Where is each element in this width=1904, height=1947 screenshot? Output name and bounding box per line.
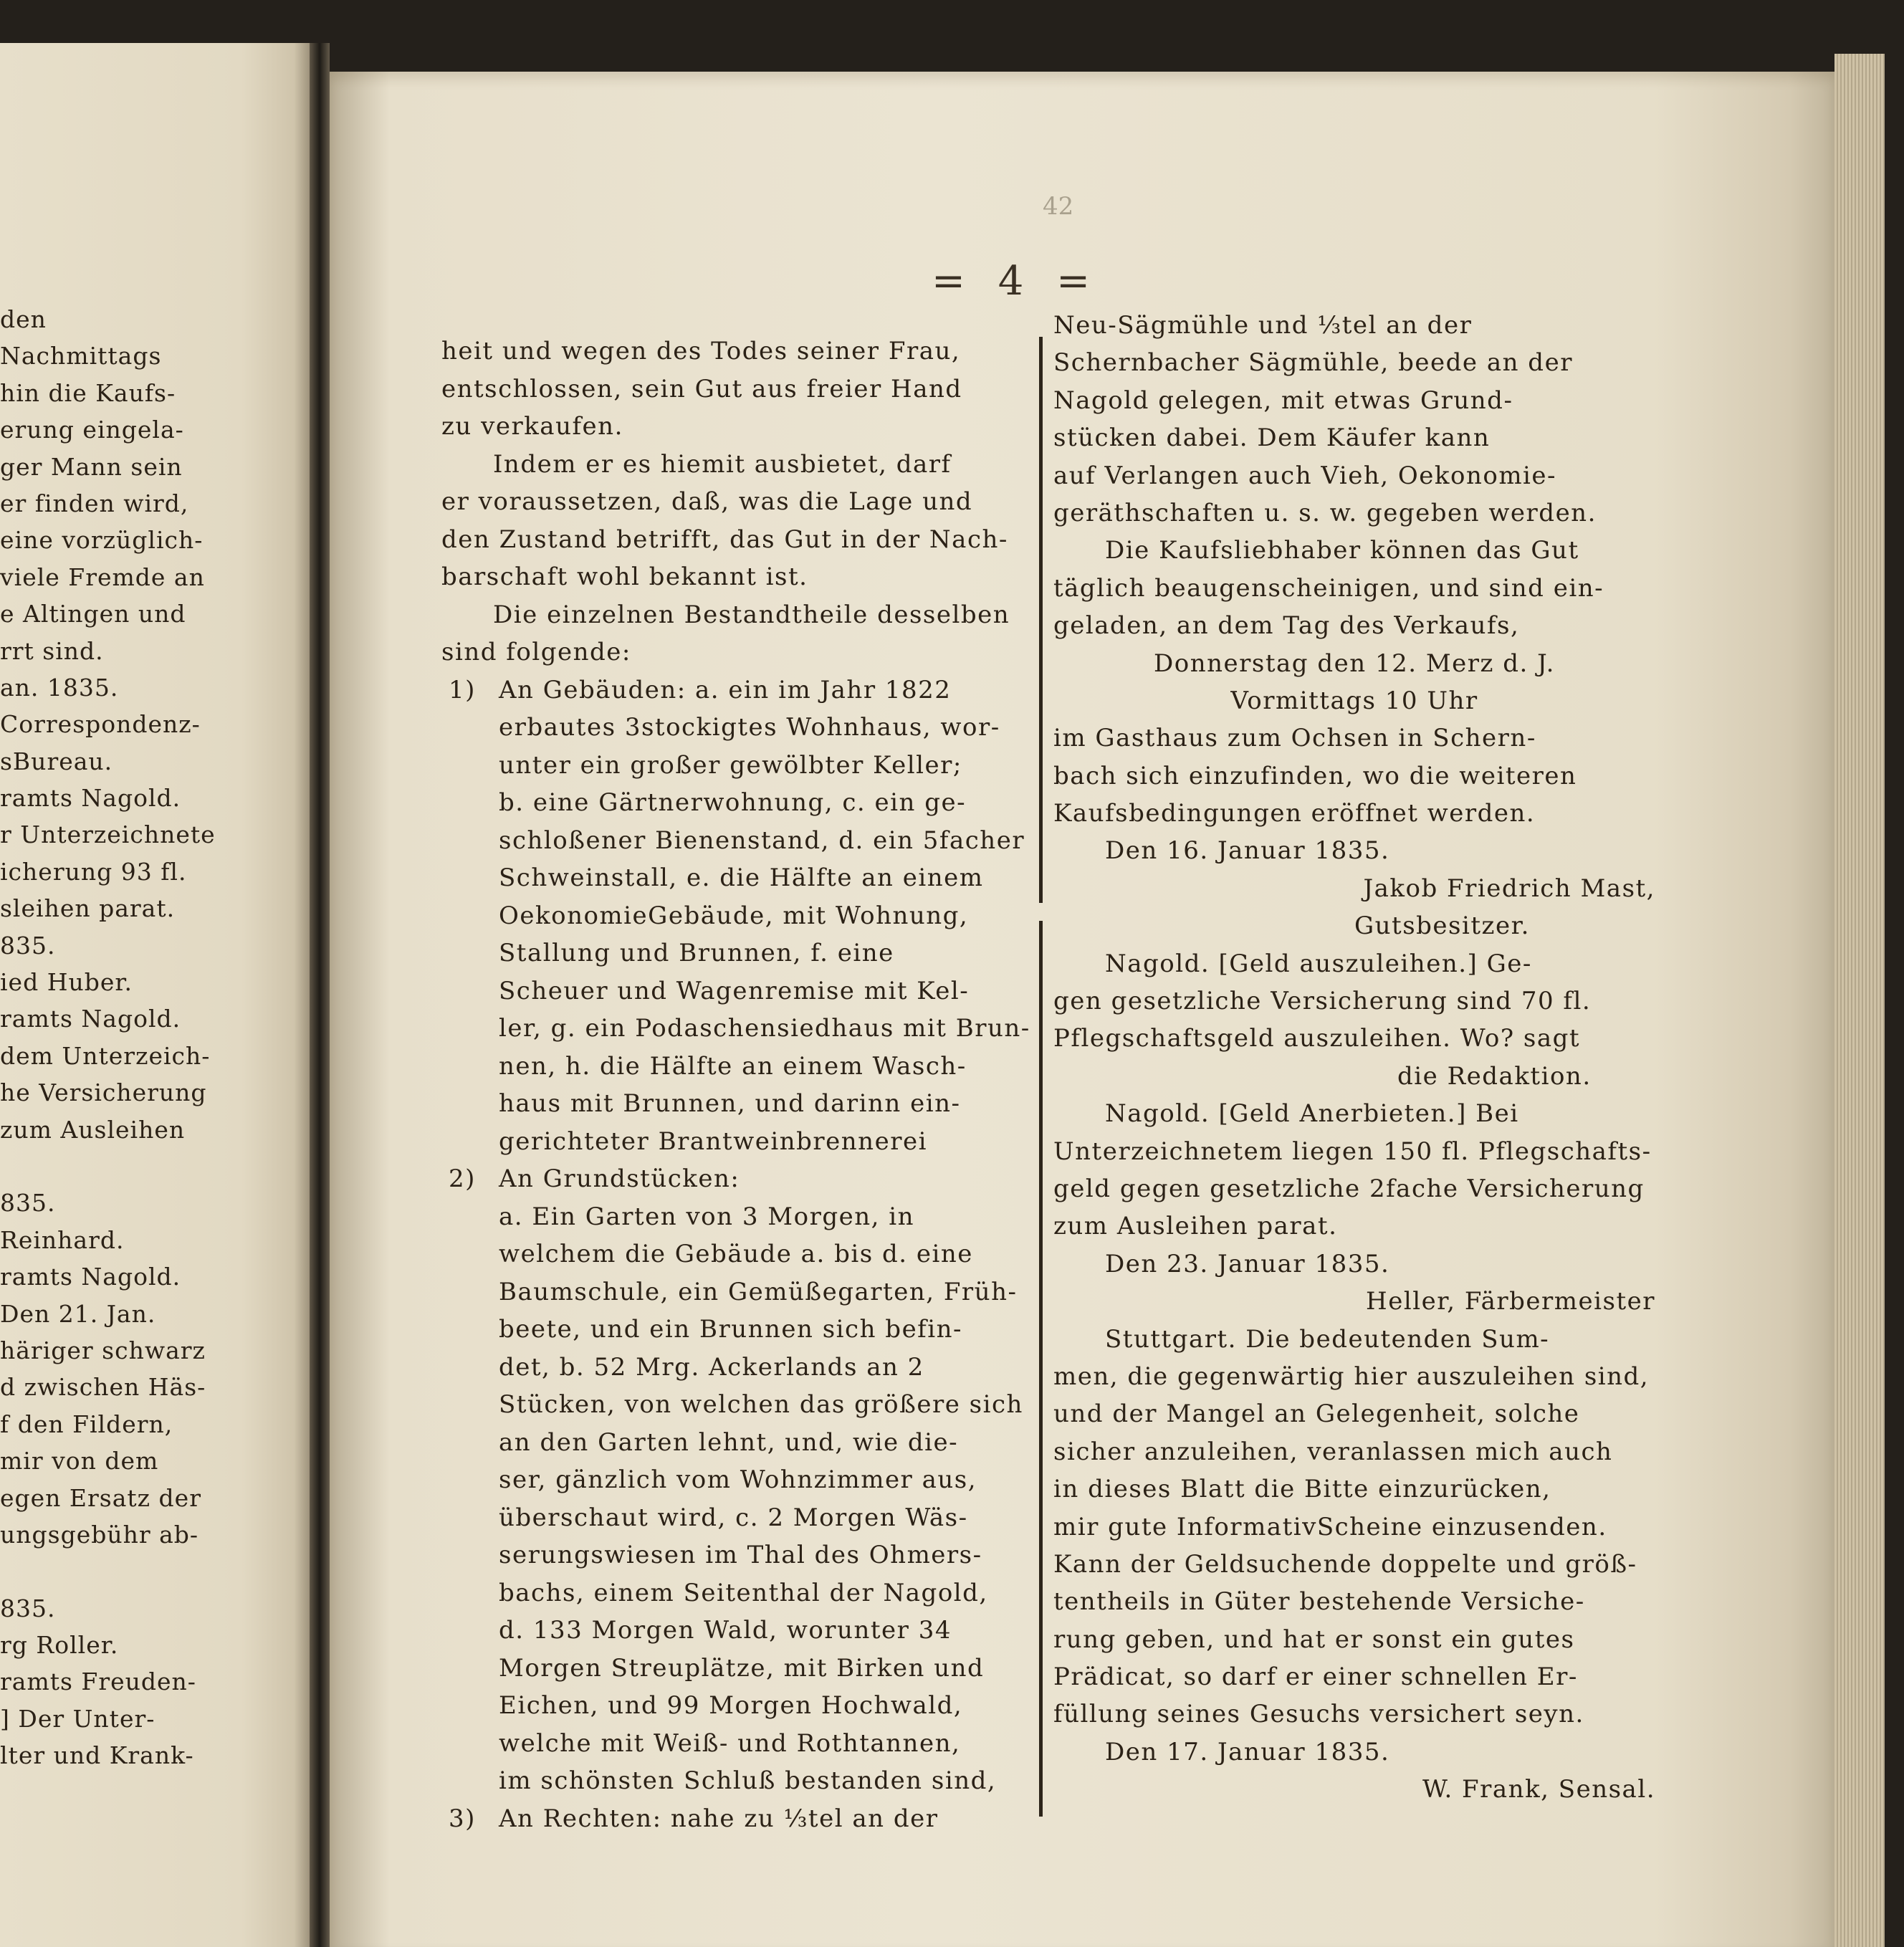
- list-number: 1): [449, 675, 476, 704]
- text-line: [441, 1273, 1033, 1311]
- line-text: Die Kaufsliebhaber können das Gut: [1105, 536, 1579, 565]
- text-line: [1053, 982, 1655, 1020]
- text-line: [1053, 1695, 1655, 1733]
- left-page-line: he Versicherung: [0, 1078, 207, 1107]
- left-page-line: mir von dem: [0, 1447, 159, 1475]
- left-page-line: icherung 93 fl.: [0, 857, 187, 886]
- left-page-line: erung eingela-: [0, 416, 184, 444]
- text-column-2: [1053, 307, 1655, 1809]
- line-text: Vormittags 10 Uhr: [1230, 686, 1478, 715]
- text-line: [1053, 1733, 1655, 1771]
- left-page-line: an. 1835.: [0, 673, 119, 702]
- text-line: [441, 446, 1033, 484]
- text-line: [441, 1762, 1033, 1800]
- text-line: [1053, 1771, 1655, 1808]
- line-text: erbautes 3stockigtes Wohnhaus, wor-: [499, 713, 1000, 742]
- line-text: men, die gegenwärtig hier auszuleihen sind,: [1053, 1362, 1650, 1391]
- text-line: [1053, 1245, 1655, 1283]
- text-line: [441, 1123, 1033, 1161]
- line-text: entschlossen, sein Gut aus freier Hand: [441, 374, 962, 403]
- text-line: [441, 483, 1033, 521]
- line-text: beete, und ein Brunnen sich befin-: [499, 1315, 963, 1344]
- text-line: [1053, 1658, 1655, 1695]
- text-line: [1053, 1207, 1655, 1245]
- text-line: [441, 596, 1033, 634]
- column-rule-lower: [1039, 921, 1043, 1817]
- line-text: Stuttgart. Die bedeutenden Sum-: [1105, 1324, 1550, 1354]
- left-page-line: sBureau.: [0, 747, 113, 775]
- line-text: haus mit Brunnen, und darinn ein-: [499, 1089, 961, 1118]
- text-line: [1053, 1321, 1655, 1358]
- left-page-line: f den Fildern,: [0, 1410, 173, 1438]
- text-line: [441, 521, 1033, 559]
- line-text: Pflegschaftsgeld auszuleihen. Wo? sagt: [1053, 1024, 1581, 1053]
- line-text: rung geben, und hat er sonst ein gutes: [1053, 1625, 1575, 1654]
- text-line: [441, 1010, 1033, 1048]
- line-text: die Redaktion.: [1397, 1061, 1592, 1091]
- text-line: [1053, 1583, 1655, 1620]
- text-line: [441, 1424, 1033, 1462]
- bleed-through-page-number: 42: [1043, 192, 1074, 221]
- page-edge-stack: [1834, 54, 1885, 1947]
- line-text: geladen, an dem Tag des Verkaufs,: [1053, 611, 1520, 641]
- line-text: Scheuer und Wagenremise mit Kel-: [499, 976, 970, 1005]
- text-line: [441, 1650, 1033, 1688]
- text-line: [1053, 307, 1655, 344]
- left-page-line: rg Roller.: [0, 1631, 119, 1660]
- line-text: An Grundstücken:: [499, 1164, 740, 1193]
- text-line: [1053, 1058, 1655, 1095]
- text-line: [441, 1461, 1033, 1499]
- text-line: [1053, 570, 1655, 607]
- line-text: in dieses Blatt die Bitte einzurücken,: [1053, 1475, 1551, 1504]
- line-text: det, b. 52 Mrg. Ackerlands an 2: [499, 1352, 924, 1382]
- book-gutter: [310, 43, 330, 1947]
- text-line: [1053, 1433, 1655, 1470]
- line-text: gerichteter Brantweinbrennerei: [499, 1126, 927, 1156]
- line-text: a. Ein Garten von 3 Morgen, in: [499, 1202, 914, 1231]
- left-page-line: d zwischen Häs-: [0, 1373, 206, 1402]
- line-text: heit und wegen des Todes seiner Frau,: [441, 337, 961, 365]
- left-page-line: lter und Krank-: [0, 1741, 194, 1770]
- line-text: tentheils in Güter bestehende Versiche-: [1053, 1587, 1585, 1617]
- line-text: Die einzelnen Bestandtheile desselben: [493, 600, 1010, 629]
- line-text: Nagold gelegen, mit etwas Grund-: [1053, 386, 1513, 415]
- line-text: Nagold. [Geld Anerbieten.] Bei: [1105, 1099, 1519, 1129]
- text-line: [1053, 795, 1655, 832]
- left-page-line: er finden wird,: [0, 489, 189, 517]
- line-text: Baumschule, ein Gemüßegarten, Früh-: [499, 1277, 1018, 1306]
- left-page-line: zum Ausleihen: [0, 1115, 186, 1144]
- line-text: Schernbacher Sägmühle, beede an der: [1053, 348, 1573, 378]
- line-text: Unterzeichnetem liegen 150 fl. Pflegschafts-: [1053, 1137, 1652, 1166]
- list-number: 3): [449, 1804, 476, 1833]
- line-text: den Zustand betrifft, das Gut in der Nach-: [441, 525, 1008, 554]
- line-text: stücken dabei. Dem Käufer kann: [1053, 424, 1491, 453]
- line-text: auf Verlangen auch Vieh, Oekonomie-: [1053, 461, 1557, 490]
- line-text: serungswiesen im Thal des Ohmers-: [499, 1541, 982, 1569]
- line-text: Indem er es hiemit ausbietet, darf: [493, 449, 952, 479]
- text-line: [441, 1386, 1033, 1424]
- text-line: [441, 1574, 1033, 1612]
- left-page-line: sleihen parat.: [0, 894, 176, 923]
- line-text: zum Ausleihen parat.: [1053, 1212, 1338, 1241]
- text-line: [441, 1198, 1033, 1236]
- text-line: [441, 934, 1033, 972]
- text-line: [441, 1160, 1033, 1198]
- left-page-line: [0, 1148, 228, 1185]
- text-line: [1053, 457, 1655, 494]
- line-text: schloßener Bienenstand, d. ein 5facher: [499, 826, 1025, 855]
- text-line: [441, 1499, 1033, 1537]
- left-page-line: ramts Nagold.: [0, 1263, 181, 1291]
- line-text: W. Frank, Sensal.: [1422, 1775, 1655, 1804]
- text-line: [441, 1085, 1033, 1123]
- line-text: bach sich einzufinden, wo die weiteren: [1053, 761, 1577, 790]
- line-text: sind folgende:: [441, 638, 631, 666]
- text-line: [441, 972, 1033, 1010]
- text-line: [1053, 907, 1655, 944]
- text-line: [441, 633, 1033, 671]
- line-text: welchem die Gebäude a. bis d. eine: [499, 1240, 973, 1268]
- text-line: [1053, 757, 1655, 795]
- left-page-line: egen Ersatz der: [0, 1483, 201, 1512]
- text-line: [1053, 645, 1655, 682]
- left-page-line: ramts Nagold.: [0, 1005, 181, 1033]
- left-page-line: ied Huber.: [0, 968, 133, 997]
- text-line: [441, 671, 1033, 709]
- text-line: [441, 1725, 1033, 1763]
- line-text: zu verkaufen.: [441, 412, 623, 441]
- text-line: [1053, 1470, 1655, 1508]
- left-page-line: [0, 1553, 228, 1589]
- text-line: [441, 709, 1033, 747]
- text-line: [441, 1048, 1033, 1086]
- text-line: [441, 1800, 1033, 1838]
- left-page-line: Reinhard.: [0, 1225, 125, 1254]
- text-line: [1053, 1508, 1655, 1546]
- line-text: Den 23. Januar 1835.: [1105, 1249, 1390, 1278]
- text-line: [441, 747, 1033, 785]
- text-line: [1053, 607, 1655, 644]
- line-text: nen, h. die Hälfte an einem Wasch-: [499, 1051, 967, 1081]
- line-text: füllung seines Gesuchs versichert seyn.: [1053, 1700, 1584, 1729]
- line-text: OekonomieGebäude, mit Wohnung,: [499, 901, 969, 930]
- left-page-line: r Unterzeichnete: [0, 821, 216, 849]
- text-line: [441, 1612, 1033, 1650]
- line-text: d. 133 Morgen Wald, worunter 34: [499, 1616, 952, 1645]
- text-line: [1053, 719, 1655, 757]
- text-line: [441, 370, 1033, 408]
- line-text: Schweinstall, e. die Hälfte an einem: [499, 864, 984, 892]
- left-page-line: häriger schwarz: [0, 1336, 206, 1364]
- line-text: An Gebäuden: a. ein im Jahr 1822: [499, 675, 952, 704]
- line-text: und der Mangel an Gelegenheit, solche: [1053, 1400, 1580, 1429]
- text-line: [441, 1349, 1033, 1387]
- text-line: [441, 1311, 1033, 1349]
- line-text: Stallung und Brunnen, f. eine: [499, 939, 894, 967]
- text-line: [1053, 1020, 1655, 1057]
- line-text: im schönsten Schluß bestanden sind,: [499, 1766, 997, 1795]
- list-number: 2): [449, 1164, 476, 1193]
- text-line: [1053, 1546, 1655, 1583]
- column-rule-upper: [1039, 337, 1043, 903]
- line-text: Eichen, und 99 Morgen Hochwald,: [499, 1691, 963, 1720]
- text-line: [1053, 344, 1655, 381]
- line-text: Jakob Friedrich Mast,: [1363, 874, 1655, 903]
- text-column-1: [441, 333, 1033, 1837]
- text-line: [1053, 945, 1655, 982]
- line-text: Den 17. Januar 1835.: [1105, 1737, 1390, 1766]
- line-text: täglich beaugenscheinigen, und sind ein-: [1053, 573, 1604, 603]
- left-page-line: e Altingen und: [0, 600, 186, 628]
- line-text: Morgen Streuplätze, mit Birken und: [499, 1653, 985, 1683]
- text-line: [441, 784, 1033, 822]
- left-page-line: dem Unterzeich-: [0, 1041, 211, 1070]
- left-page-line: ramts Nagold.: [0, 784, 181, 813]
- left-page-line: Nachmittags: [0, 342, 162, 370]
- line-text: Kann der Geldsuchende doppelte und größ-: [1053, 1549, 1637, 1579]
- text-line: [1053, 1170, 1655, 1207]
- line-text: Den 16. Januar 1835.: [1105, 836, 1390, 866]
- text-line: [1053, 1358, 1655, 1395]
- line-text: im Gasthaus zum Ochsen in Schern-: [1053, 724, 1536, 753]
- left-page-line: den: [0, 305, 47, 333]
- left-page-line: hin die Kaufs-: [0, 378, 176, 407]
- line-text: gen gesetzliche Versicherung sind 70 fl.: [1053, 987, 1592, 1016]
- text-line: [1053, 1095, 1655, 1132]
- text-line: [1053, 832, 1655, 869]
- text-line: [441, 897, 1033, 935]
- line-text: ler, g. ein Podaschensiedhaus mit Brun-: [499, 1014, 1030, 1043]
- text-line: [1053, 494, 1655, 532]
- text-line: [441, 333, 1033, 370]
- line-text: Donnerstag den 12. Merz d. J.: [1154, 649, 1555, 678]
- text-line: [1053, 870, 1655, 907]
- text-line: [441, 1536, 1033, 1574]
- line-text: Nagold. [Geld auszuleihen.] Ge-: [1105, 949, 1532, 978]
- line-text: b. eine Gärtnerwohnung, c. ein ge-: [499, 788, 967, 817]
- left-page-line: Correspondenz-: [0, 710, 201, 739]
- text-line: [1053, 419, 1655, 456]
- text-line: [1053, 1395, 1655, 1432]
- left-page-line: ungsgebühr ab-: [0, 1520, 199, 1549]
- line-text: Heller, Färbermeister: [1366, 1287, 1655, 1316]
- line-text: Gutsbesitzer.: [1354, 912, 1530, 941]
- line-text: Kaufsbedingungen eröffnet werden.: [1053, 799, 1536, 828]
- line-text: bachs, einem Seitenthal der Nagold,: [499, 1578, 988, 1607]
- text-line: [441, 859, 1033, 897]
- left-page-line: viele Fremde an: [0, 563, 205, 591]
- line-text: geräthschaften u. s. w. gegeben werden.: [1053, 498, 1597, 527]
- line-text: Neu-Sägmühle und ⅓tel an der: [1053, 311, 1473, 340]
- line-text: barschaft wohl bekannt ist.: [441, 563, 808, 591]
- left-page-line: eine vorzüglich-: [0, 526, 204, 555]
- text-line: [441, 1687, 1033, 1725]
- text-line: [1053, 1621, 1655, 1658]
- line-text: er voraussetzen, daß, was die Lage und: [441, 487, 973, 516]
- text-line: [1053, 382, 1655, 419]
- text-line: [441, 558, 1033, 596]
- line-text: sicher anzuleihen, veranlassen mich auch: [1053, 1437, 1613, 1466]
- text-line: [441, 1235, 1033, 1273]
- left-page-line: ger Mann sein: [0, 452, 183, 481]
- left-page-line: rrt sind.: [0, 636, 104, 665]
- text-line: [1053, 1283, 1655, 1320]
- line-text: welche mit Weiß- und Rothtannen,: [499, 1728, 961, 1758]
- line-text: mir gute InformativScheine einzusenden.: [1053, 1512, 1607, 1541]
- left-page-line: 835.: [0, 1189, 56, 1218]
- text-line: [1053, 1133, 1655, 1170]
- line-text: überschaut wird, c. 2 Morgen Wäs-: [499, 1503, 968, 1532]
- text-line: [1053, 682, 1655, 719]
- left-page-line: Den 21. Jan.: [0, 1299, 156, 1328]
- text-line: [441, 822, 1033, 860]
- left-page-line: 835.: [0, 1594, 56, 1622]
- page-marker: = 4 =: [932, 258, 1101, 305]
- line-text: ser, gänzlich vom Wohnzimmer aus,: [499, 1465, 977, 1494]
- line-text: Prädicat, so darf er einer schnellen Er-: [1053, 1663, 1578, 1692]
- line-text: unter ein großer gewölbter Keller;: [499, 750, 962, 780]
- left-page-line: ramts Freuden-: [0, 1668, 196, 1696]
- left-page-text-column: [0, 301, 228, 1774]
- text-line: [1053, 532, 1655, 569]
- left-page-line: ] Der Unter-: [0, 1704, 156, 1733]
- left-page-line: 835.: [0, 931, 56, 960]
- line-text: Stücken, von welchen das größere sich: [499, 1390, 1023, 1419]
- line-text: an den Garten lehnt, und, wie die-: [499, 1427, 959, 1457]
- line-text: An Rechten: nahe zu ⅓tel an der: [499, 1804, 939, 1833]
- line-text: geld gegen gesetzliche 2fache Versicherung: [1053, 1174, 1645, 1203]
- text-line: [441, 408, 1033, 446]
